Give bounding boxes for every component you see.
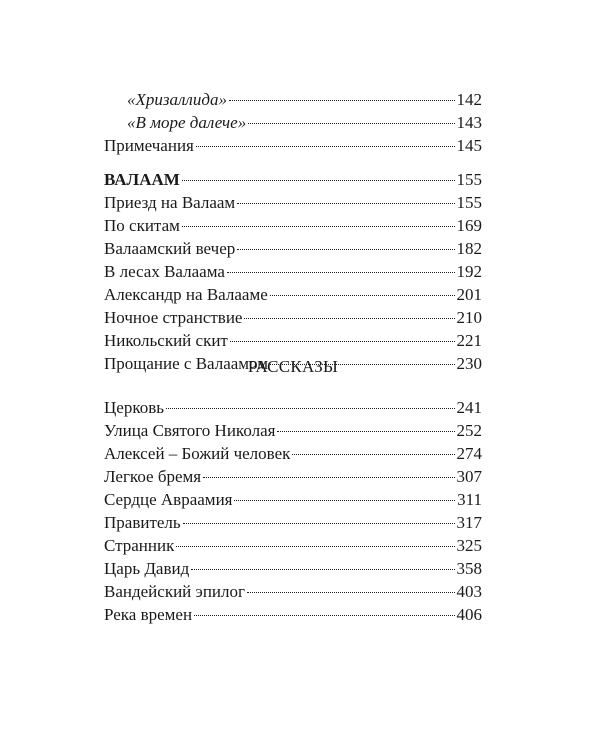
toc-entry-title: Валаамский вечер (104, 239, 236, 258)
toc-entry (104, 534, 482, 557)
toc-entry-page-number: 403 (456, 582, 482, 601)
toc-entry-page-number: 358 (456, 559, 482, 578)
toc-entry (104, 283, 482, 306)
toc-entry-page-number: 143 (456, 113, 482, 132)
toc-entry-title: ВАЛААМ (104, 170, 180, 189)
toc-entry (104, 419, 482, 442)
toc-entry-page-number: 182 (456, 239, 482, 258)
toc-entry-title: Легкое бремя (104, 467, 202, 486)
dot-leader (230, 341, 455, 342)
toc-entry (104, 134, 482, 157)
dot-leader (182, 180, 455, 181)
dot-leader (247, 592, 455, 593)
toc-entry (104, 488, 482, 511)
dot-leader (237, 249, 454, 250)
toc-entry (104, 260, 482, 283)
toc-entry-page-number: 210 (456, 308, 482, 327)
toc-section-top (104, 88, 482, 157)
toc-entry (104, 214, 482, 237)
toc-entry-page-number: 145 (456, 136, 482, 155)
toc-entry-page-number: 307 (456, 467, 482, 486)
toc-entry (104, 88, 482, 111)
dot-leader (191, 569, 454, 570)
toc-entry-title: Правитель (104, 513, 181, 532)
toc-entry (104, 465, 482, 488)
toc-entry (104, 603, 482, 626)
toc-entry (104, 396, 482, 419)
toc-entry (104, 580, 482, 603)
toc-entry-page-number: 241 (456, 398, 482, 417)
dot-leader (248, 123, 454, 124)
toc-entry (104, 168, 482, 191)
dot-leader (270, 295, 455, 296)
toc-entry-title: Сердце Авраамия (104, 490, 233, 509)
toc-entry-title: Ночное странствие (104, 308, 243, 327)
toc-entry-title: Алексей – Божий человек (104, 444, 291, 463)
dot-leader (237, 203, 454, 204)
toc-entry-title: Царь Давид (104, 559, 190, 578)
toc-entry (104, 557, 482, 580)
dot-leader (166, 408, 455, 409)
toc-entry (104, 329, 482, 352)
toc-entry-page-number: 201 (456, 285, 482, 304)
dot-leader (292, 454, 454, 455)
section-heading-stories: РАССКАЗЫ (247, 357, 339, 376)
toc-section-valaam (104, 168, 482, 375)
dot-leader (203, 477, 454, 478)
toc-entry-page-number: 317 (456, 513, 482, 532)
toc-entry-page-number: 406 (456, 605, 482, 624)
toc-entry-page-number: 221 (456, 331, 482, 350)
toc-entry-title: Улица Святого Николая (104, 421, 276, 440)
toc-entry-title: «В море далече» (127, 113, 247, 132)
dot-leader (277, 431, 454, 432)
dot-leader (176, 546, 454, 547)
toc-section-stories (104, 396, 482, 626)
toc-entry-page-number: 192 (456, 262, 482, 281)
toc-entry-title: Александр на Валааме (104, 285, 268, 304)
toc-entry-page-number: 311 (457, 490, 482, 509)
toc-entry (104, 237, 482, 260)
dot-leader (196, 146, 455, 147)
toc-entry-title: Странник (104, 536, 175, 555)
toc-entry-page-number: 274 (456, 444, 482, 463)
toc-entry-title: Вандейский эпилог (104, 582, 245, 601)
toc-entry-title: Приезд на Валаам (104, 193, 236, 212)
toc-entry-title: Примечания (104, 136, 194, 155)
toc-entry-title: Река времен (104, 605, 193, 624)
toc-entry-page-number: 155 (456, 193, 482, 212)
toc-entry-title: «Хризаллида» (127, 90, 227, 109)
toc-entry (104, 306, 482, 329)
dot-leader (183, 523, 455, 524)
dot-leader (194, 615, 454, 616)
dot-leader (244, 318, 454, 319)
dot-leader (182, 226, 455, 227)
toc-entry-page-number: 325 (456, 536, 482, 555)
toc-entry-page-number: 169 (456, 216, 482, 235)
toc-entry-title: По скитам (104, 216, 180, 235)
dot-leader (229, 100, 455, 101)
toc-entry-page-number: 155 (456, 170, 482, 189)
toc-entry-title: В лесах Валаама (104, 262, 225, 281)
toc-entry-page-number: 230 (456, 354, 482, 373)
toc-entry (104, 111, 482, 134)
toc-entry (104, 511, 482, 534)
toc-entry-title: Прощание с Валаамом (104, 354, 268, 373)
toc-entry-title: Церковь (104, 398, 164, 417)
toc-entry-page-number: 252 (456, 421, 482, 440)
toc-entry (104, 191, 482, 214)
toc-entry-title: Никольский скит (104, 331, 228, 350)
dot-leader (227, 272, 455, 273)
toc-entry-page-number: 142 (456, 90, 482, 109)
toc-entry (104, 442, 482, 465)
dot-leader (234, 500, 455, 501)
